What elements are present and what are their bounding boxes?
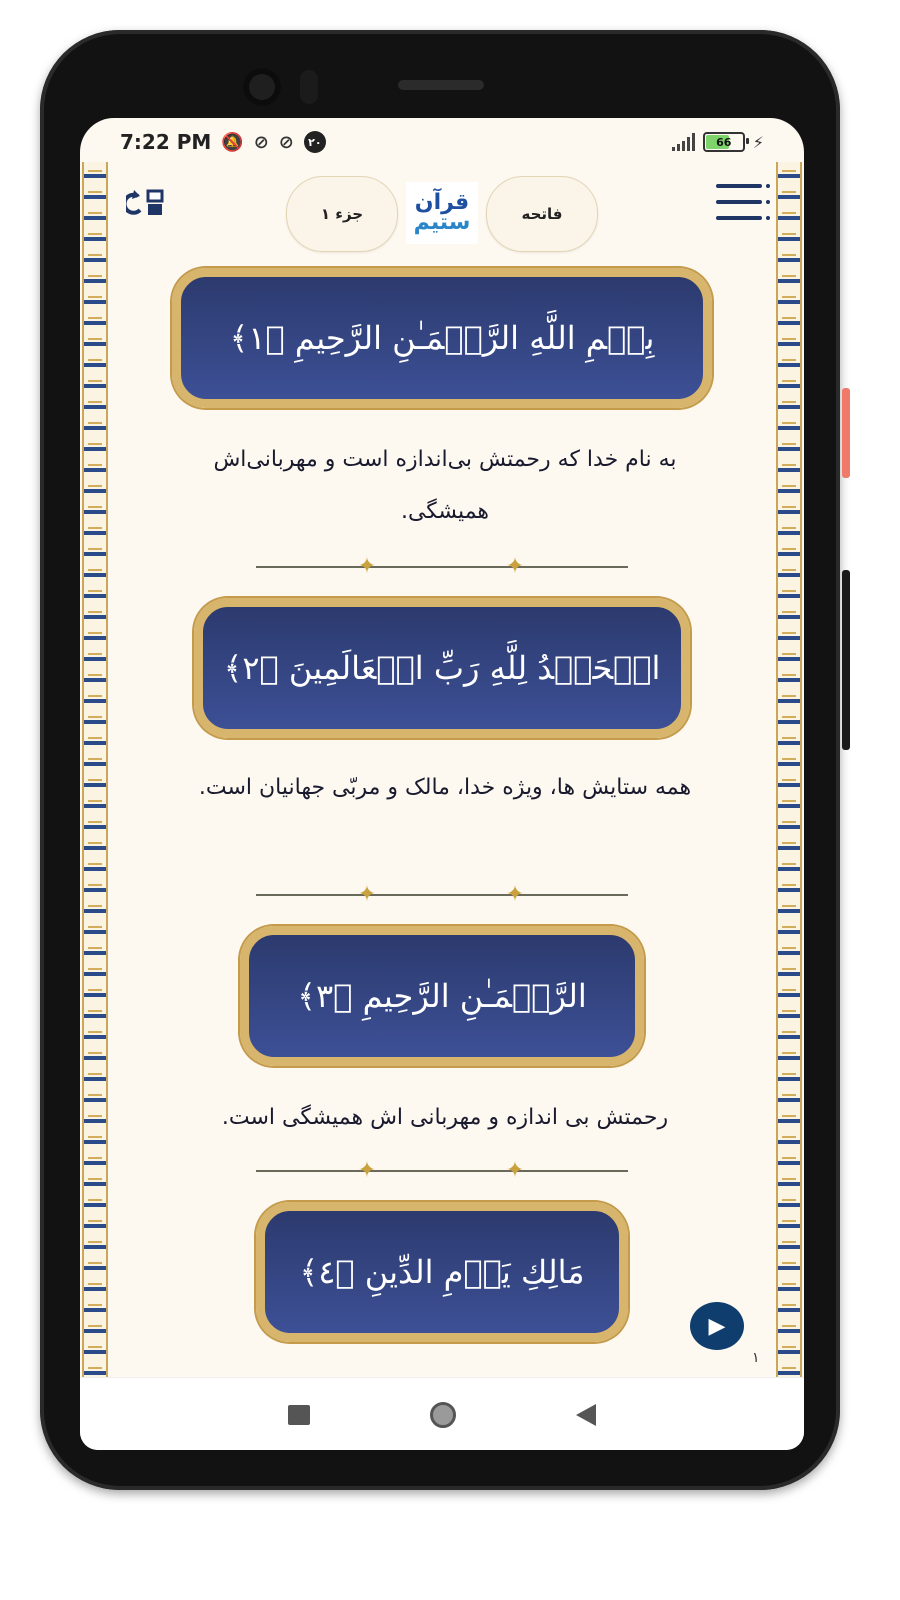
ornament-star-icon: ✦ <box>505 1158 525 1183</box>
status-right <box>672 132 764 152</box>
verse-card-2[interactable] <box>194 598 690 738</box>
ornament-star-icon: ✦ <box>357 882 377 907</box>
verse-arabic-2: الۡحَمۡدُ لِلَّهِ رَبِّ الۡعَالَمِينَ ﴿٢﴾ <box>223 649 661 687</box>
volume-button <box>842 570 850 750</box>
status-left <box>120 130 326 154</box>
verse-card-1[interactable] <box>172 268 712 408</box>
ornament-star-icon: ✦ <box>357 554 377 579</box>
do-not-disturb-icon: ⊘ <box>278 131 294 153</box>
surah-selector-button[interactable] <box>486 176 598 252</box>
verse-card-4[interactable] <box>256 1202 628 1342</box>
back-icon[interactable] <box>576 1404 596 1426</box>
logo-text-bottom: ستیم <box>413 210 471 235</box>
play-button[interactable] <box>690 1302 744 1350</box>
recent-apps-icon[interactable] <box>288 1405 310 1425</box>
home-icon[interactable] <box>430 1402 456 1428</box>
verse-arabic-1: بِسۡمِ اللَّهِ الرَّحۡمَـٰنِ الرَّحِيمِ ﴿١﴾ <box>229 319 655 357</box>
bell-off-icon: 🔕 <box>221 131 244 153</box>
verse-arabic-3: الرَّحۡمَـٰنِ الرَّحِيمِ ﴿٣﴾ <box>297 977 587 1015</box>
ornament-star-icon: ✦ <box>505 554 525 579</box>
do-not-disturb-icon: ⊘ <box>253 131 269 153</box>
page-number: ۱ <box>752 1350 760 1366</box>
verse-translation-3: رحمتش بی اندازه و مهربانی اش همیشگی است. <box>221 1105 669 1130</box>
system-nav-bar <box>80 1377 804 1450</box>
verse-arabic-4: مَالِكِ يَوۡمِ الدِّينِ ﴿٤﴾ <box>299 1253 585 1291</box>
logo-text-top: قرآن <box>414 190 470 215</box>
battery-level: 66 <box>716 135 732 149</box>
verse-divider <box>256 882 628 907</box>
juz-label: جزء ۱ <box>320 205 364 223</box>
verse-divider <box>256 1158 628 1183</box>
juz-selector-button[interactable] <box>286 176 398 252</box>
verse-translation-2: همه ستایش ها، ویژه خدا، مالک و مربّی جهانیان است. <box>198 775 692 800</box>
play-icon: ▶ <box>708 1313 726 1339</box>
bookmark-switch-button[interactable] <box>124 186 168 220</box>
screen <box>80 118 804 1450</box>
menu-icon[interactable] <box>716 184 762 220</box>
app-header <box>80 168 804 258</box>
front-camera <box>243 68 281 106</box>
status-bar <box>80 118 804 166</box>
verse-card-3[interactable] <box>240 926 644 1066</box>
bookmark-switch-icon <box>126 188 166 218</box>
verse-translation-1: به نام خدا که رحمتش بی‌اندازه است و مهربانی‌اش همیشگی. <box>213 447 677 524</box>
decorative-border-left <box>82 162 108 1377</box>
battery-icon <box>703 132 745 152</box>
status-time: 7:22 PM <box>120 130 212 154</box>
ornament-star-icon: ✦ <box>505 882 525 907</box>
ornament-star-icon: ✦ <box>357 1158 377 1183</box>
proximity-sensor <box>300 70 318 104</box>
decorative-border-right <box>776 162 802 1377</box>
power-button <box>842 388 850 478</box>
app-logo <box>406 182 478 244</box>
verse-divider <box>256 554 628 579</box>
surah-label: فاتحه <box>521 205 563 223</box>
earpiece-speaker <box>398 80 484 90</box>
charging-icon: ⚡ <box>752 132 764 152</box>
signal-icon <box>672 133 695 151</box>
notification-badge: ۲۰ <box>304 131 326 153</box>
